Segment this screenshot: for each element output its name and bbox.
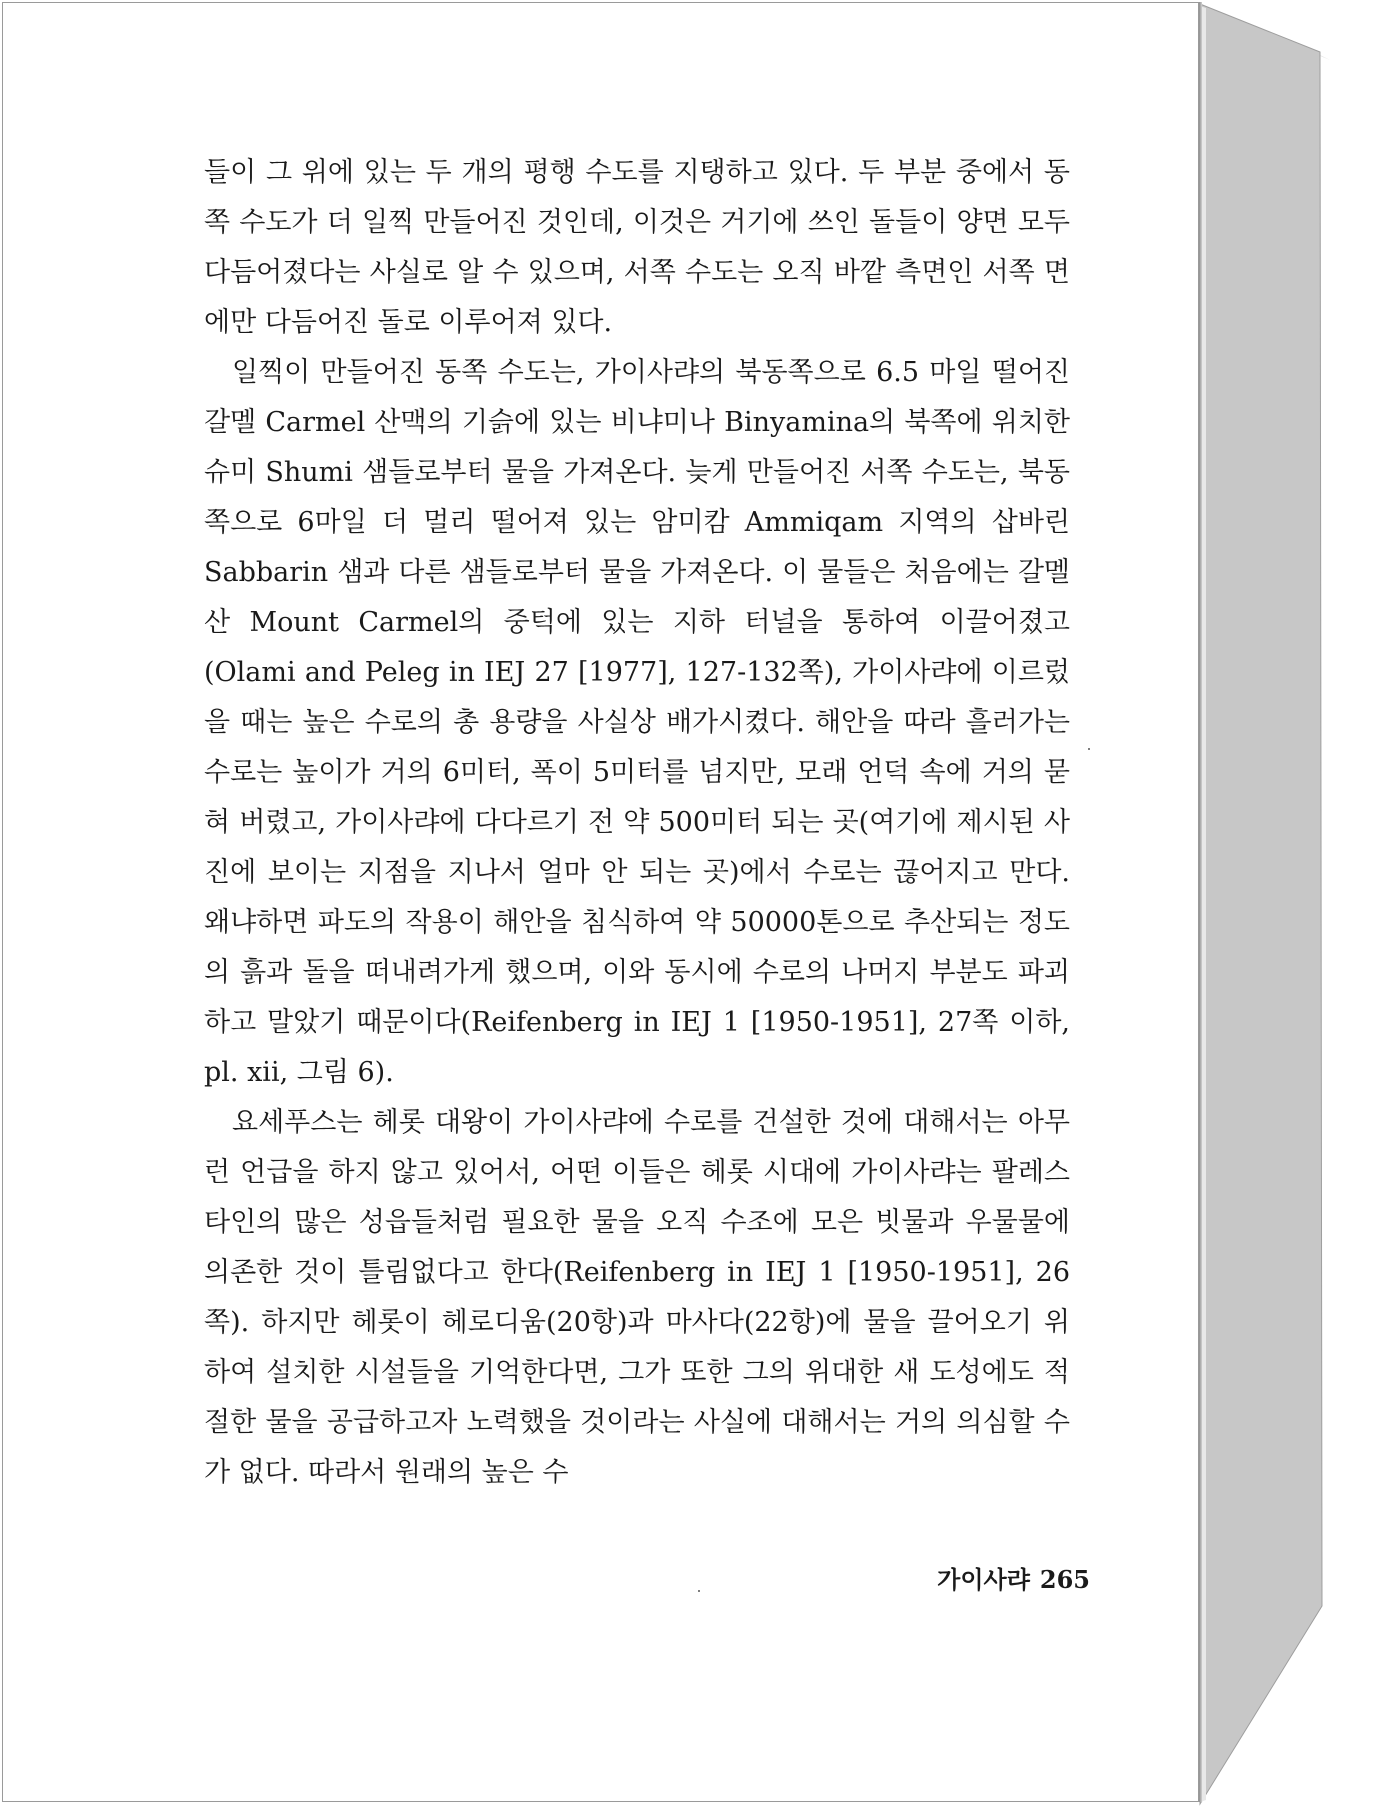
body-text bbox=[204, 148, 1070, 1498]
book-edge-top bbox=[1200, 4, 1330, 60]
page-footer bbox=[880, 1560, 1090, 1595]
print-speck bbox=[1088, 748, 1090, 750]
paragraph-3: 요세푸스는 헤롯 대왕이 가이사랴에 수로를 건설한 것에 대해서는 아무런 언급을 하지 않고 있어서, 어떤 이들은 헤롯 시대에 가이사랴는 팔레스타인의 많은 성읍들처럼 필요한 물을 오직 수조에 모은 빗물과 우물물에 의존한 것이 틀림없다고 한다(Reifenberg in IEJ 1 [1950-1951], 26쪽). 하지만 헤롯이 헤로디움(20항)과 마사다(22항)에 물을 끌어오기 위하여 설치한 시설들을 기억한다면, 그가 또한 그의 위대한 새 도성에도 적절한 물을 공급하고자 노력했을 것이라는 사실에 대해서는 거의 의심할 수가 없다. 따라서 원래의 높은 수 bbox=[204, 1107, 1070, 1488]
running-head: 가이사랴 bbox=[937, 1566, 1030, 1594]
paragraph-2: 일찍이 만들어진 동쪽 수도는, 가이사랴의 북동쪽으로 6.5 마일 떨어진 갈멜 Carmel 산맥의 기슭에 있는 비냐미나 Binyamina의 북쪽에 위치한 슈미 Shumi 샘들로부터 물을 가져온다. 늦게 만들어진 서쪽 수도는, 북동쪽으로 6마일 더 멀리 떨어져 있는 암미캄 Ammiqam 지역의 삽바린 Sabbarin 샘과 다른 샘들로부터 물을 가져온다. 이 물들은 처음에는 갈멜 산 Mount Carmel의 중턱에 있는 지하 터널을 통하여 이끌어졌고(Olami and Peleg in IEJ 27 [1977], 127-132쪽), 가이사랴에 이르렀을 때는 높은 수로의 총 용량을 사실상 배가시켰다. 해안을 따라 흘러가는 수로는 높이가 거의 6미터, 폭이 5미터를 넘지만, 모래 언덕 속에 거의 묻혀 버렸고, 가이사랴에 다다르기 전 약 500미터 되는 곳(여기에 제시된 사진에 보이는 지점을 지나서 얼마 안 되는 곳)에서 수로는 끊어지고 만다. 왜냐하면 파도의 작용이 해안을 침식하여 약 50000톤으로 추산되는 정도의 흙과 돌을 떠내려가게 했으며, 이와 동시에 수로의 나머지 부분도 파괴하고 말았기 때문이다(Reifenberg in IEJ 1 [1950-1951], 27쪽 이하, pl. xii, 그림 6). bbox=[204, 357, 1070, 1088]
book-edge-side bbox=[1200, 4, 1322, 1804]
print-speck bbox=[698, 1590, 700, 1592]
paragraph-1: 들이 그 위에 있는 두 개의 평행 수도를 지탱하고 있다. 두 부분 중에서 동쪽 수도가 더 일찍 만들어진 것인데, 이것은 거기에 쓰인 돌들이 양면 모두 다듬어졌다는 사실로 알 수 있으며, 서쪽 수도는 오직 바깥 측면인 서쪽 면에만 다듬어진 돌로 이루어져 있다. bbox=[204, 157, 1070, 338]
page-edge-shadow bbox=[1199, 2, 1202, 1802]
page-number: 265 bbox=[1039, 1565, 1090, 1594]
